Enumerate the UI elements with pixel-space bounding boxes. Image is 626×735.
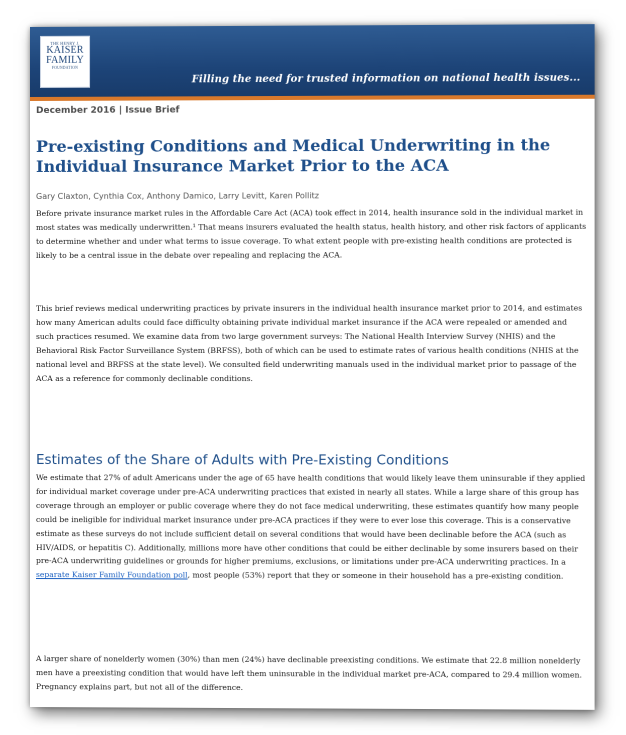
logo-line-3: FAMILY: [46, 54, 84, 66]
logo-line-4: FOUNDATION: [51, 65, 79, 70]
estimates-text-start: We estimate that 27% of adult Americans under the age of 65 have health conditions that would likely leave them uninsurable if they applied for individual market coverage under pre-ACA underwriting practices that existed in nearly all states. While a large share of this group has coverage through an employer or public coverage where they do not face medical underwriting, these estimates quantify how many people could be ineligible for individual market insurance under pre-ACA practices if they were to ever lose this coverage. This is a conservative estimate as these surveys do not include sufficient detail on several conditions that would have been declinable before the ACA (such as HIV/AIDS, or hepatitis C). Additionally, millions more have other conditions that could be either declinable by some insurers based on their pre-ACA underwriting guidelines or grounds for higher premiums, exclusions, or limitations under pre-ACA underwriting practices. In a: [35, 473, 586, 568]
header-tagline: Filling the need for trusted information on national health issues...: [191, 72, 581, 86]
body-paragraph-gender: A larger share of nonelderly women (30%) than men (24%) have declinable preexisting conditions. We estimate that 22.8 million nonelderly men have a preexisting condition that would have left them uninsurable in the individual market pre-ACA, compared to 29.4 million women. Pregnancy explains part, but not all of the difference.: [35, 654, 582, 692]
logo-line-2: KAISER: [46, 44, 84, 56]
header-accent-stripe: [30, 95, 595, 101]
header-bar: [30, 24, 595, 97]
body-paragraph-methods: This brief reviews medical underwriting practices by private insurers in the individual health insurance market prior to 2014, and estimates how many American adults could face difficulty obtaining private individual market insurance if the ACA were repealed or amended and such practices resumed. We examine data from two large government surveys: The National Health Interview Survey (NHIS) and the Behavioral Risk Factor Surveillance System (BRFSS), both of which can be used to estimate rates of various health conditions (NHIS at the national level and BRFSS at the state level). We consulted field underwriting manuals used in the individual market prior to passage of the ACA as a reference for commonly declinable conditions.: [35, 303, 583, 383]
body-paragraph-intro: Before private insurance market rules in the Affordable Care Act (ACA) took effect in 2014, health insurance sold in the individual market in most states was medically underwritten.¹ That means insurers evaluated the health status, health history, and other risk factors of applicants to determine whether and under what terms to issue coverage. To what extent people with pre-existing health conditions are protected is likely to be a central issue in the debate over repealing and replacing the ACA.: [35, 207, 587, 260]
document-page: [30, 24, 595, 710]
issue-date-line: December 2016 | Issue Brief: [35, 105, 180, 116]
body-paragraph-estimates: [36, 471, 586, 584]
estimates-text-end: , most people (53%) report that they or someone in their household has a pre-existing condition.: [187, 570, 564, 582]
page-title: Pre-existing Conditions and Medical Underwriting in the Individual Insurance Market Prior to the ACA: [35, 135, 551, 176]
section-heading: Estimates of the Share of Adults with Pre-Existing Conditions: [35, 452, 449, 469]
kff-logo: [40, 36, 90, 88]
author-list: Gary Claxton, Cynthia Cox, Anthony Damico, Larry Levitt, Karen Pollitz: [35, 191, 319, 201]
logo-line-1: THE HENRY J.: [50, 40, 80, 46]
kff-poll-link[interactable]: separate Kaiser Family Foundation poll: [35, 570, 188, 580]
